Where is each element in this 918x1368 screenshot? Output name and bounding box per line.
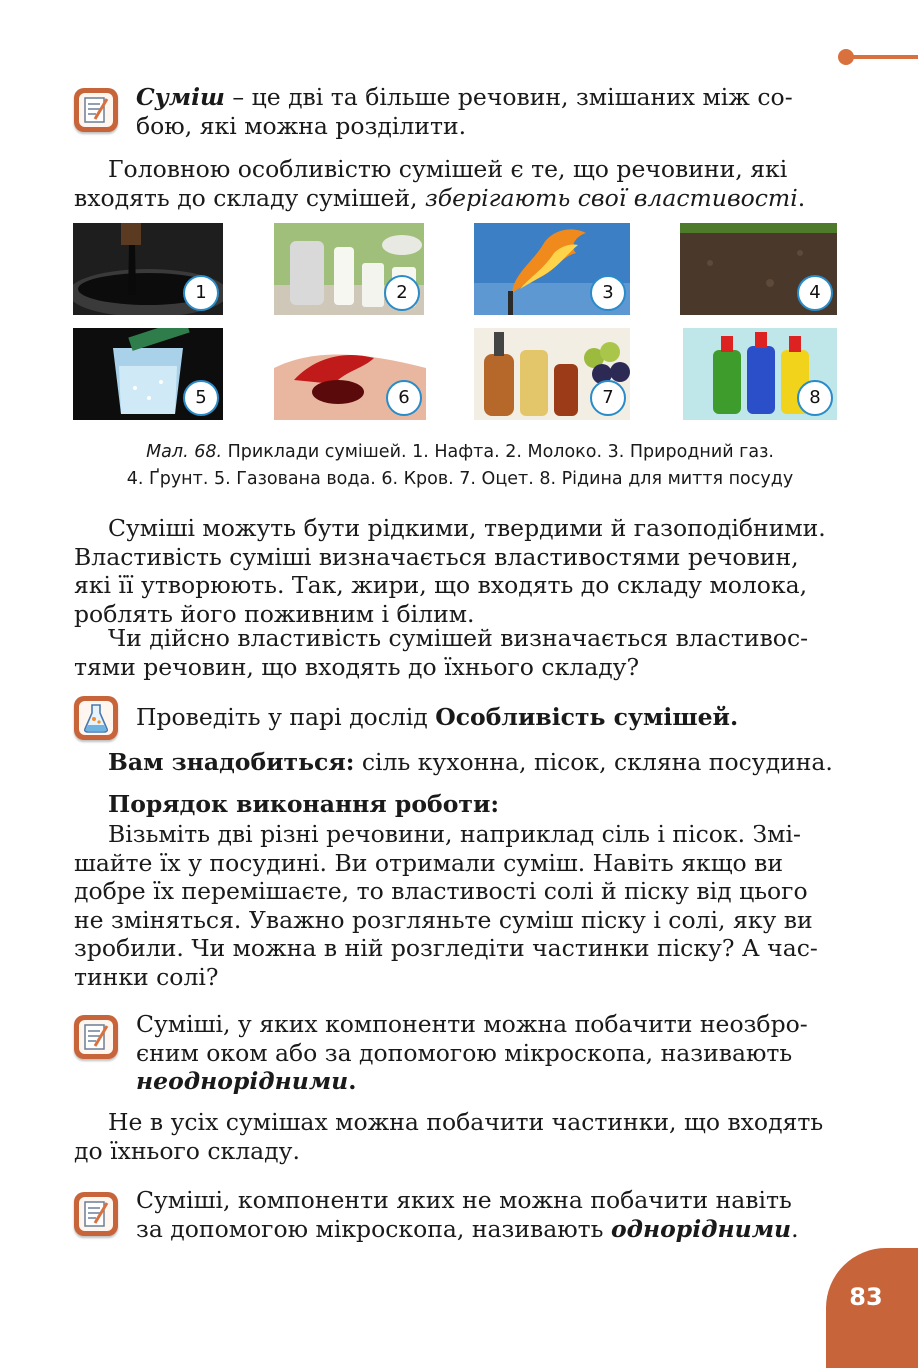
photo-oil bbox=[73, 223, 223, 315]
photo-vinegar bbox=[474, 328, 630, 420]
photo-blood bbox=[274, 328, 426, 420]
photo-dish-soap bbox=[683, 328, 837, 420]
definition-mixture: Суміш – це дві та більше речовин, змішаних між со- бою, які можна розділити. bbox=[136, 83, 793, 140]
paragraph-particles: Не в усіх сумішах можна побачити частинки, що входять до їхнього складу. bbox=[74, 1108, 824, 1165]
experiment-title: Особливість сумішей. bbox=[435, 703, 739, 731]
experiment-materials: Вам знадобиться: сіль кухонна, пісок, скляна посудина. bbox=[108, 748, 833, 776]
experiment-intro: Проведіть у парі дослід Особливість сумішей. bbox=[136, 703, 739, 731]
definition-note-icon bbox=[74, 1015, 118, 1059]
photo-number-badge: 8 bbox=[797, 380, 833, 416]
top-decor-line bbox=[848, 55, 918, 59]
paragraph-properties: Суміші можуть бути рідкими, твердими й газоподібними. Властивість суміші визначається властивостями речовин, які її утворюють. Так, жири, що входять до складу молока, роблять його поживним і білим. bbox=[74, 514, 826, 628]
photo-number-badge: 5 bbox=[183, 380, 219, 416]
paragraph-main-feature: Головною особливістю сумішей є те, що речовини, які входять до складу сумішей, зберігають свої властивості. bbox=[74, 155, 806, 212]
photo-number-badge: 3 bbox=[590, 275, 626, 311]
definition-heterogeneous: Суміші, у яких компоненти можна побачити неозбро- єним оком або за допомогою мікроскопа, називають неоднорідними. bbox=[136, 1010, 808, 1095]
figure-label: Мал. 68. bbox=[146, 442, 223, 462]
definition-note-icon bbox=[74, 88, 118, 132]
top-decor-dot bbox=[838, 49, 854, 65]
photo-sparkling-water bbox=[73, 328, 223, 420]
procedure-text: Візьміть дві різні речовини, наприклад сіль і пісок. Змі- шайте їх у посудині. Ви отримали суміш. Навіть якщо ви добре їх перемішаєте, то властивості солі й піску від цього не зміняться. Уважно розгляньте суміш піску і солі, яку ви зробили. Чи можна в ній розгледіти частинки піску? А час- тинки солі? bbox=[74, 820, 818, 991]
definition-note-icon bbox=[74, 1192, 118, 1236]
page-number: 83 bbox=[849, 1283, 883, 1311]
paragraph-question: Чи дійсно властивість сумішей визначається властивос- тями речовин, що входять до їхнього складу? bbox=[74, 624, 809, 681]
photo-soil bbox=[680, 223, 837, 315]
photo-natural-gas bbox=[474, 223, 630, 315]
definition-homogeneous: Суміші, компоненти яких не можна побачити навіть за допомогою мікроскопа, називають однорідними. bbox=[136, 1186, 799, 1243]
photo-number-badge: 6 bbox=[386, 380, 422, 416]
term-homogeneous: однорідними bbox=[610, 1214, 792, 1243]
photo-number-badge: 7 bbox=[590, 380, 626, 416]
procedure-heading: Порядок виконання роботи: bbox=[108, 790, 500, 818]
term-mixture: Суміш bbox=[136, 83, 225, 111]
experiment-flask-icon bbox=[74, 696, 118, 740]
photo-number-badge: 4 bbox=[797, 275, 833, 311]
term-heterogeneous: неоднорідними bbox=[136, 1067, 349, 1095]
photo-milk bbox=[274, 223, 424, 315]
photo-number-badge: 2 bbox=[384, 275, 420, 311]
photo-number-badge: 1 bbox=[183, 275, 219, 311]
figure-caption: Мал. 68. Приклади сумішей. 1. Нафта. 2. Молоко. 3. Природний газ. 4. Ґрунт. 5. Газована вода. 6. Кров. 7. Оцет. 8. Рідина для миття посуду bbox=[126, 442, 794, 489]
